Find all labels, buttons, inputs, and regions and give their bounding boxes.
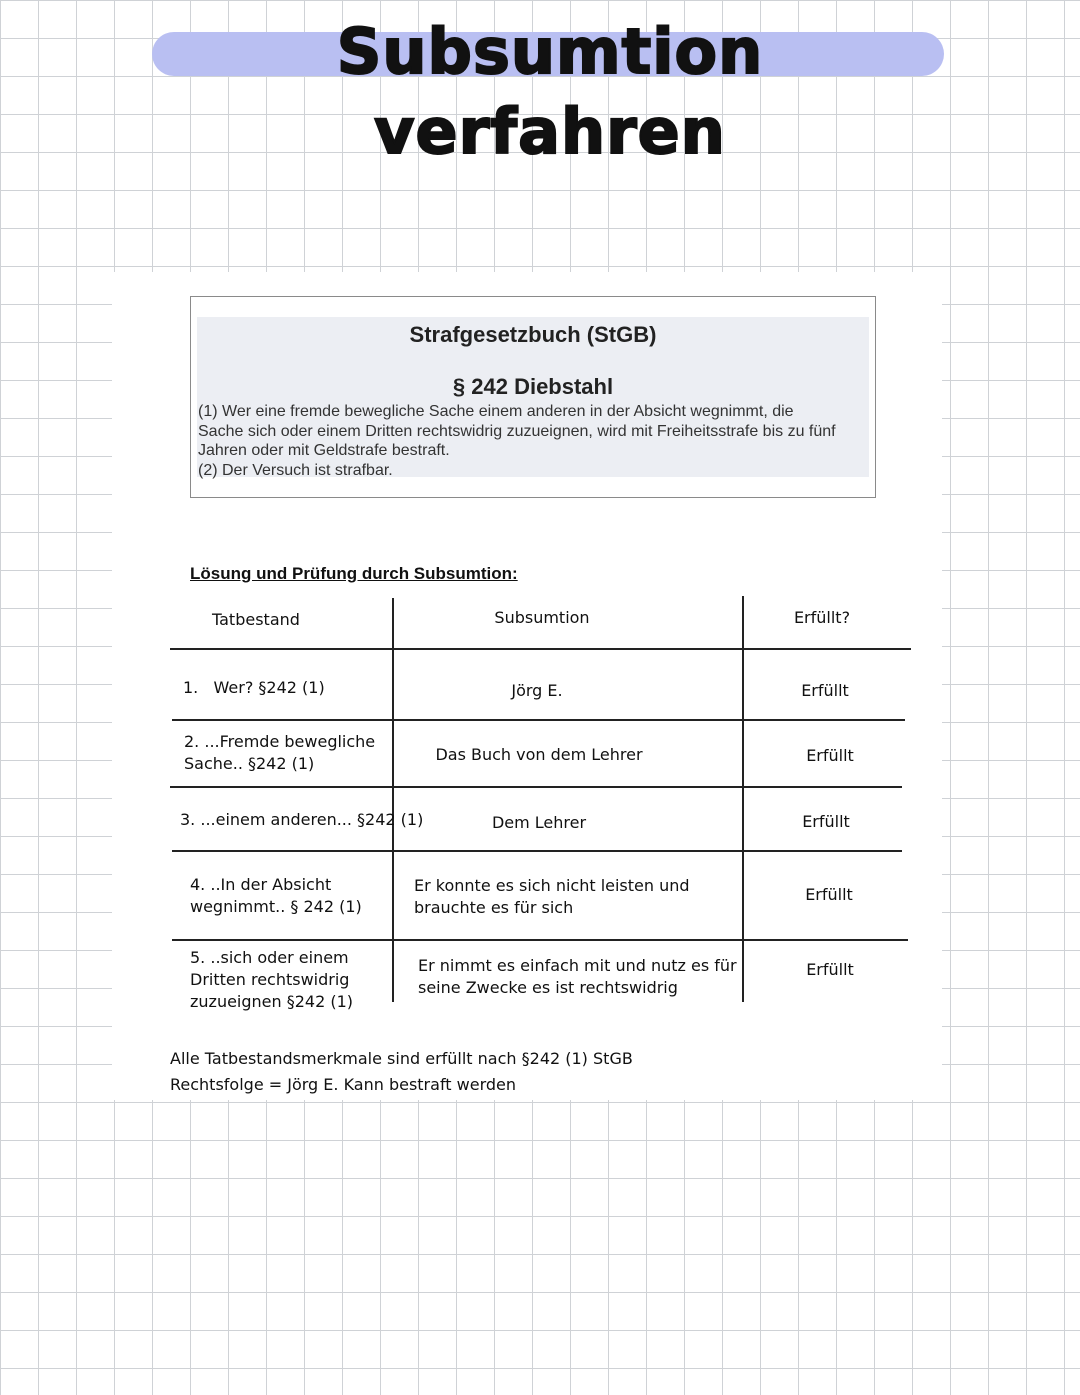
law-text-line: Sache sich oder einem Dritten rechtswidrig zuzueignen, wird mit Freiheitsstrafe bis zu fünf xyxy=(198,422,836,440)
table-row-4-tatbestand xyxy=(190,874,362,918)
table-row-2-tatbestand-line: 2. ...Fremde bewegliche xyxy=(184,732,376,751)
table-row-1-erfuellt: Erfüllt xyxy=(801,681,849,700)
table-row-5-erfuellt: Erfüllt xyxy=(806,960,854,979)
table-row-1-tatbestand: 1. Wer? §242 (1) xyxy=(183,678,325,697)
table-row-5-subsumtion-line: seine Zwecke es ist rechtswidrig xyxy=(418,978,678,997)
table-row-4-subsumtion xyxy=(414,875,690,919)
conclusion-line: Rechtsfolge = Jörg E. Kann bestraft werden xyxy=(170,1075,517,1094)
table-divider-vertical xyxy=(742,596,744,1002)
table-row-4-subsumtion-line: brauchte es für sich xyxy=(414,898,574,917)
conclusion-line: Alle Tatbestandsmerkmale sind erfüllt nach §242 (1) StGB xyxy=(170,1049,633,1068)
table-divider-vertical xyxy=(392,598,394,1002)
table-row-2-erfuellt: Erfüllt xyxy=(806,746,854,765)
table-row-2-tatbestand xyxy=(184,731,375,775)
table-row-5-tatbestand-line: 5. ..sich oder einem xyxy=(190,948,349,967)
table-row-5-subsumtion-line: Er nimmt es einfach mit und nutz es für xyxy=(418,956,737,975)
table-row-2-tatbestand-line: Sache.. §242 (1) xyxy=(184,754,315,773)
solution-heading: Lösung und Prüfung durch Subsumtion: xyxy=(190,564,518,583)
table-row-4-tatbestand-line: wegnimmt.. § 242 (1) xyxy=(190,897,362,916)
law-text-line: (2) Der Versuch ist strafbar. xyxy=(198,461,393,479)
table-row-4-erfuellt: Erfüllt xyxy=(805,885,853,904)
page-title: Subsumtion verfahren xyxy=(336,15,764,168)
table-divider-horizontal xyxy=(170,786,902,788)
table-row-3-subsumtion: Dem Lehrer xyxy=(491,813,587,832)
law-paragraph-title: § 242 Diebstahl xyxy=(452,374,614,399)
table-row-5-tatbestand-line: zuzueignen §242 (1) xyxy=(190,992,354,1011)
table-row-5-tatbestand xyxy=(190,947,353,1013)
table-divider-horizontal xyxy=(172,850,902,852)
law-book-title: Strafgesetzbuch (StGB) xyxy=(409,322,657,347)
table-row-1-subsumtion: Jörg E. xyxy=(511,681,563,700)
conclusion xyxy=(170,1046,633,1098)
table-row-2-subsumtion: Das Buch von dem Lehrer xyxy=(435,745,643,764)
header-tatbestand: Tatbestand xyxy=(212,610,300,629)
table-row-3-erfuellt: Erfüllt xyxy=(802,812,850,831)
table-row-3-tatbestand: 3. ...einem anderen... §242 (1) xyxy=(180,810,424,829)
header-subsumtion: Subsumtion xyxy=(494,608,590,627)
header-erfuellt: Erfüllt? xyxy=(793,608,851,627)
table-row-4-subsumtion-line: Er konnte es sich nicht leisten und xyxy=(414,876,690,895)
table-divider-horizontal xyxy=(172,939,908,941)
law-text-line: Jahren oder mit Geldstrafe bestraft. xyxy=(198,442,450,459)
table-row-5-subsumtion xyxy=(418,955,737,999)
table-divider-horizontal xyxy=(170,648,911,650)
table-row-5-tatbestand-line: Dritten rechtswidrig xyxy=(190,970,350,989)
law-text xyxy=(198,402,870,480)
table-row-4-tatbestand-line: 4. ..In der Absicht xyxy=(190,875,332,894)
table-divider-horizontal xyxy=(172,719,905,721)
law-text-line: (1) Wer eine fremde bewegliche Sache einem anderen in der Absicht wegnimmt, die xyxy=(198,403,794,420)
